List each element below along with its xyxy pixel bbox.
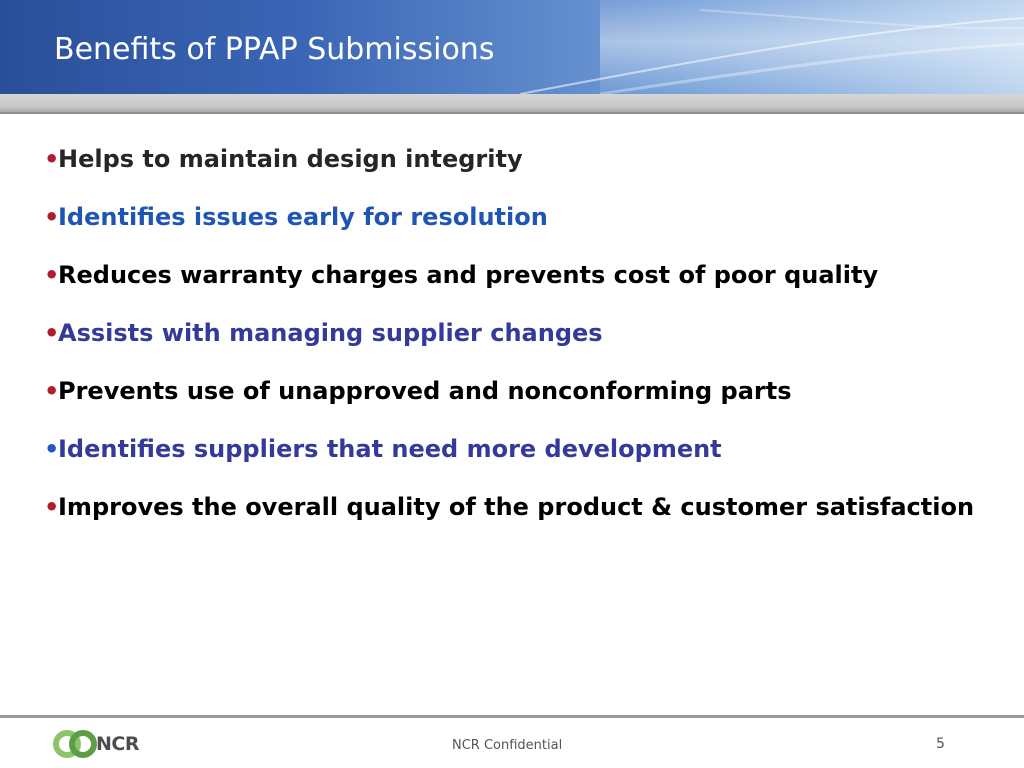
bullet-item [44,198,984,236]
ncr-logo-text: NCR [96,733,139,755]
header-divider-line [0,112,1024,114]
bullet-marker: • [44,319,60,347]
bullet-text: Reduces warranty charges and prevents cost of poor quality [58,261,879,289]
bullet-item [44,314,984,352]
bullet-text: Assists with managing supplier changes [58,319,603,347]
bullet-marker: • [44,377,60,405]
bullet-marker: • [44,145,60,173]
bullet-text: Improves the overall quality of the product & customer satisfaction [58,493,975,521]
bullet-text: Helps to maintain design integrity [58,145,523,173]
slide-title: Benefits of PPAP Submissions [54,32,495,67]
footer-divider [0,715,1024,718]
bullet-marker: • [44,493,60,521]
bullet-text: Identifies suppliers that need more development [58,435,722,463]
bullet-text: Prevents use of unapproved and nonconforming parts [58,377,792,405]
bullet-list [44,140,984,546]
confidential-label: NCR Confidential [452,738,563,753]
bullet-item [44,372,984,410]
bullet-marker: • [44,203,60,231]
bullet-item [44,430,984,468]
title-bar [0,0,1024,94]
bullet-text: Identifies issues early for resolution [58,203,548,231]
header-divider [0,94,1024,112]
bullet-marker: • [44,435,60,463]
bullet-item [44,140,984,178]
bullet-marker: • [44,261,60,289]
bullet-item [44,488,984,526]
bullet-item [44,256,984,294]
page-number: 5 [936,736,945,752]
